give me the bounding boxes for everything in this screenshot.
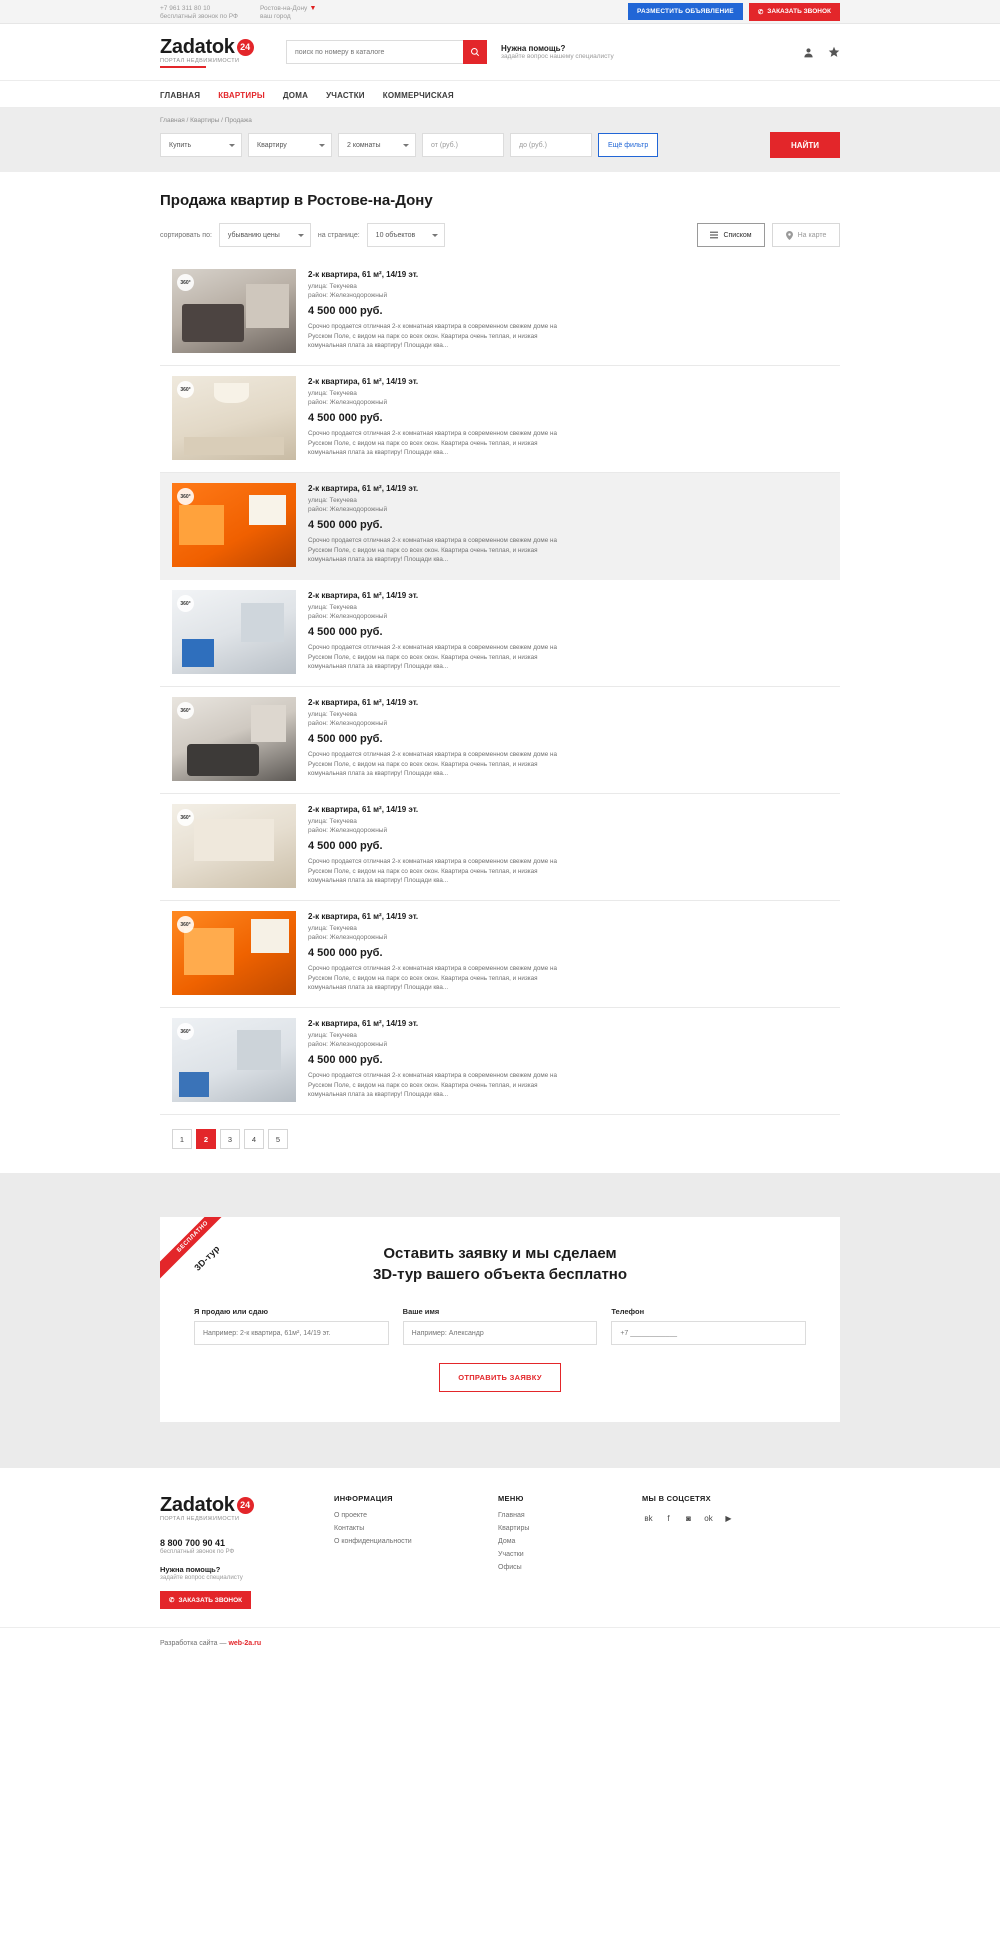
site-header xyxy=(0,24,1000,80)
phone-icon: ✆ xyxy=(169,1597,175,1604)
footer-logo-badge: 24 xyxy=(237,1497,254,1514)
cta-title-line2: 3D-тур вашего объекта бесплатно xyxy=(372,1266,628,1283)
breadcrumb[interactable]: Главная / Квартиры / Продажа xyxy=(160,117,252,124)
listing-card-street: улица: Текучева xyxy=(308,604,357,611)
pagination-page-2[interactable]: 2 xyxy=(196,1129,216,1149)
listing-card[interactable] xyxy=(160,580,840,687)
footer-menu-heading: МЕНЮ xyxy=(498,1494,524,1503)
topbar-phone[interactable] xyxy=(160,3,238,20)
cta-band xyxy=(0,1173,1000,1468)
listing-card-body xyxy=(308,804,828,888)
view-toggle xyxy=(697,223,840,247)
listing-card-body xyxy=(308,483,828,567)
listing-card-title[interactable]: 2-к квартира, 61 м², 14/19 эт. xyxy=(308,698,419,707)
listing-card-street: улица: Текучева xyxy=(308,283,357,290)
listing-card[interactable] xyxy=(160,259,840,366)
footer-info-link-0[interactable]: О проекте xyxy=(334,1512,368,1519)
listing-card-title[interactable]: 2-к квартира, 61 м², 14/19 эт. xyxy=(308,484,419,493)
listing-card-district: район: Железнодорожный xyxy=(308,720,388,728)
footer-menu-links xyxy=(498,1512,618,1571)
sort-label: сортировать по: xyxy=(160,231,212,239)
listing-card-price: 4 500 000 руб. xyxy=(308,839,383,852)
user-icon[interactable] xyxy=(803,47,814,58)
listing-card-description: Срочно продается отличная 2-х комнатная квартира в современном свежем доме на Русском Поле, с видом на парк со всех окон. Квартира очень теплая, и низкая комунальная плата за квартиру! Площади ква... xyxy=(308,322,557,350)
listing-card-photo[interactable] xyxy=(172,697,296,781)
filter-rooms-select[interactable]: 2 комнаты xyxy=(338,133,416,157)
cta-submit-button[interactable]: ОТПРАВИТЬ ЗАЯВКУ xyxy=(439,1363,561,1392)
listing-card[interactable] xyxy=(160,1008,840,1115)
cta-field-phone-label: Телефон xyxy=(611,1307,645,1316)
footer-info-column xyxy=(334,1494,474,1609)
listing-card-district: район: Железнодорожный xyxy=(308,613,388,621)
site-footer xyxy=(0,1468,1000,1657)
pagination xyxy=(160,1115,840,1173)
listing-card-body xyxy=(308,697,828,781)
footer-info-link-2[interactable]: О конфиденциальности xyxy=(334,1538,412,1545)
cta-ribbon-3dtour: 3D-тур xyxy=(192,1243,222,1273)
listing-card-street: улица: Текучева xyxy=(308,1032,357,1039)
filter-type-select[interactable]: Квартиру xyxy=(248,133,332,157)
listing-card-body xyxy=(308,1018,828,1102)
listing-card-body xyxy=(308,269,828,353)
vk-icon[interactable]: вk xyxy=(644,1514,653,1523)
listing-card-photo[interactable] xyxy=(172,911,296,995)
nav-item-4[interactable]: КОММЕРЧИСКАЯ xyxy=(382,90,454,100)
cta-field-phone xyxy=(611,1307,806,1345)
more-filters-button[interactable]: Ещё фильтр xyxy=(598,133,658,157)
sort-row xyxy=(160,223,840,247)
view-list-label: Списком xyxy=(723,231,752,239)
cta-phone-input[interactable] xyxy=(611,1321,806,1345)
listing-card-street: улица: Текучева xyxy=(308,497,357,504)
search-input[interactable] xyxy=(286,40,463,64)
logo-subtitle: ПОРТАЛ НЕДВИЖИМОСТИ xyxy=(160,58,240,64)
per-page-label: на странице: xyxy=(317,231,360,239)
listing-card[interactable] xyxy=(160,473,840,580)
listing-card[interactable] xyxy=(160,794,840,901)
listing-card-title[interactable]: 2-к квартира, 61 м², 14/19 эт. xyxy=(308,377,419,386)
listing-card-price: 4 500 000 руб. xyxy=(308,1053,383,1066)
listing-card-price: 4 500 000 руб. xyxy=(308,304,383,317)
search-button[interactable] xyxy=(463,40,487,64)
listing-card-photo[interactable] xyxy=(172,376,296,460)
listing-card-photo[interactable] xyxy=(172,804,296,888)
search-icon xyxy=(470,47,480,57)
view-list-button[interactable] xyxy=(697,223,765,247)
tour-360-icon[interactable]: 360° xyxy=(177,916,194,933)
cta-fields xyxy=(194,1307,806,1345)
listing-card-street: улица: Текучева xyxy=(308,818,357,825)
listing-card-description: Срочно продается отличная 2-х комнатная квартира в современном свежем доме на Русском Поле, с видом на парк со всех окон. Квартира очень теплая, и низкая комунальная плата за квартиру! Площади ква... xyxy=(308,964,557,992)
listing-card-street: улица: Текучева xyxy=(308,711,357,718)
listing-card-district: район: Железнодорожный xyxy=(308,827,388,835)
view-map-button[interactable] xyxy=(772,223,840,247)
list-icon xyxy=(710,231,718,239)
footer-phone-note: бесплатный звонок по РФ xyxy=(160,1548,235,1555)
nav-item-3[interactable]: УЧАСТКИ xyxy=(326,90,365,100)
listing-card-description: Срочно продается отличная 2-х комнатная квартира в современном свежем доме на Русском Поле, с видом на парк со всех окон. Квартира очень теплая, и низкая комунальная плата за квартиру! Площади ква... xyxy=(308,643,557,671)
filter-price-from-input[interactable]: от (руб.) xyxy=(422,133,504,157)
listing-card-district: район: Железнодорожный xyxy=(308,292,388,300)
footer-social-icons xyxy=(642,1512,735,1525)
listing-card-photo[interactable] xyxy=(172,269,296,353)
facebook-icon[interactable]: f xyxy=(667,1514,670,1523)
listing-card-photo[interactable] xyxy=(172,483,296,567)
filter-price-to-input[interactable]: до (руб.) xyxy=(510,133,592,157)
logo-underline xyxy=(160,66,206,68)
cta-field-name xyxy=(403,1307,598,1345)
footer-social-column xyxy=(642,1494,735,1609)
tour-360-icon[interactable]: 360° xyxy=(177,809,194,826)
page-title: Продажа квартир в Ростове-на-Дону xyxy=(160,192,433,209)
odnoklassniki-icon[interactable]: ok xyxy=(704,1514,713,1523)
listing-card-price: 4 500 000 руб. xyxy=(308,518,383,531)
pagination-page-5[interactable]: 5 xyxy=(268,1129,288,1149)
footer-menu-link-4[interactable]: Офисы xyxy=(498,1564,522,1571)
listing-card-district: район: Железнодорожный xyxy=(308,1041,388,1049)
header-icons xyxy=(803,46,840,58)
listing-card-title[interactable]: 2-к квартира, 61 м², 14/19 эт. xyxy=(308,1019,419,1028)
topbar-phone-note: бесплатный звонок по РФ xyxy=(160,12,238,20)
listing-card-description: Срочно продается отличная 2-х комнатная квартира в современном свежем доме на Русском Поле, с видом на парк со всех окон. Квартира очень теплая, и низкая комунальная плата за квартиру! Площади ква... xyxy=(308,429,557,457)
footer-menu-link-1[interactable]: Квартиры xyxy=(498,1525,530,1532)
pagination-page-3[interactable]: 3 xyxy=(220,1129,240,1149)
listing-card[interactable] xyxy=(160,901,840,1008)
cta-field-object xyxy=(194,1307,389,1345)
top-bar xyxy=(0,0,1000,24)
listing-card-description: Срочно продается отличная 2-х комнатная квартира в современном свежем доме на Русском Поле, с видом на парк со всех окон. Квартира очень теплая, и низкая комунальная плата за квартиру! Площади ква... xyxy=(308,536,557,564)
footer-order-call-button[interactable] xyxy=(160,1591,251,1609)
nav-item-0[interactable]: ГЛАВНАЯ xyxy=(160,90,201,100)
cta-field-object-label: Я продаю или сдаю xyxy=(194,1307,269,1316)
cta-field-name-label: Ваше имя xyxy=(402,1307,440,1316)
listing-card-street: улица: Текучева xyxy=(308,390,357,397)
listing-section xyxy=(0,192,1000,1173)
topbar-phone-number[interactable]: +7 961 311 80 10 xyxy=(160,5,211,13)
tour-360-icon[interactable]: 360° xyxy=(177,1023,194,1040)
listing-card-street: улица: Текучева xyxy=(308,925,357,932)
listing-card[interactable] xyxy=(160,366,840,473)
tour-360-icon[interactable]: 360° xyxy=(177,274,194,291)
map-pin-icon xyxy=(786,231,793,240)
pagination-page-1[interactable]: 1 xyxy=(172,1129,192,1149)
footer-help-sub: задайте вопрос специалисту xyxy=(160,1574,243,1581)
logo[interactable] xyxy=(160,36,278,68)
nav-item-1[interactable]: КВАРТИРЫ xyxy=(218,90,265,100)
listing-card[interactable] xyxy=(160,687,840,794)
listing-card-description: Срочно продается отличная 2-х комнатная квартира в современном свежем доме на Русском Поле, с видом на парк со всех окон. Квартира очень теплая, и низкая комунальная плата за квартиру! Площади ква... xyxy=(308,750,557,778)
cta-title xyxy=(194,1243,806,1285)
tour-360-icon[interactable]: 360° xyxy=(177,381,194,398)
listing-cards xyxy=(160,259,840,1115)
sort-select[interactable]: убыванию цены xyxy=(219,223,311,247)
footer-copyright-bar xyxy=(0,1627,1000,1647)
footer-menu-link-0[interactable]: Главная xyxy=(498,1512,525,1519)
order-call-label: ЗАКАЗАТЬ ЗВОНОК xyxy=(767,8,831,15)
filter-row xyxy=(160,132,840,158)
find-button[interactable]: НАЙТИ xyxy=(770,132,840,158)
listing-card-price: 4 500 000 руб. xyxy=(308,732,383,745)
tour-360-icon[interactable]: 360° xyxy=(177,702,194,719)
listing-card-body xyxy=(308,376,828,460)
listing-card-photo[interactable] xyxy=(172,590,296,674)
listing-card-body xyxy=(308,590,828,674)
listing-card-district: район: Железнодорожный xyxy=(308,399,388,407)
footer-order-call-label: ЗАКАЗАТЬ ЗВОНОК xyxy=(178,1596,243,1604)
footer-help-title: Нужна помощь? xyxy=(160,1565,221,1574)
topbar-city-selector[interactable] xyxy=(260,3,317,21)
header-help-title: Нужна помощь? xyxy=(501,44,566,53)
main-nav xyxy=(0,80,1000,108)
footer-info-heading: ИНФОРМАЦИЯ xyxy=(334,1494,393,1503)
cta-card xyxy=(160,1217,840,1422)
listing-card-title[interactable]: 2-к квартира, 61 м², 14/19 эт. xyxy=(308,912,419,921)
developer-link[interactable]: web-2a.ru xyxy=(228,1640,262,1647)
listing-card-title[interactable]: 2-к квартира, 61 м², 14/19 эт. xyxy=(308,591,419,600)
instagram-icon[interactable]: ◙ xyxy=(686,1514,691,1523)
footer-menu-link-2[interactable]: Дома xyxy=(498,1538,516,1545)
star-icon[interactable] xyxy=(828,46,840,58)
nav-item-2[interactable]: ДОМА xyxy=(282,90,309,100)
topbar-city-name[interactable]: Ростов-на-Дону xyxy=(259,4,308,12)
footer-info-links xyxy=(334,1512,474,1545)
footer-menu-column xyxy=(498,1494,618,1609)
topbar-city-note: ваш город xyxy=(259,12,291,20)
cta-object-input[interactable] xyxy=(194,1321,389,1345)
listing-card-price: 4 500 000 руб. xyxy=(308,625,383,638)
footer-social-heading: МЫ В СОЦСЕТЯХ xyxy=(642,1494,711,1503)
tour-360-icon[interactable]: 360° xyxy=(177,488,194,505)
filter-band xyxy=(0,108,1000,172)
cta-ribbon-free: БЕСПЛАТНО xyxy=(160,1217,242,1286)
listing-card-photo[interactable] xyxy=(172,1018,296,1102)
copyright-prefix: Разработка сайта — xyxy=(160,1640,229,1647)
search-box[interactable] xyxy=(286,40,487,64)
header-help[interactable] xyxy=(501,44,614,60)
listing-card-district: район: Железнодорожный xyxy=(308,934,388,942)
tour-360-icon[interactable]: 360° xyxy=(177,595,194,612)
listing-card-price: 4 500 000 руб. xyxy=(308,411,383,424)
footer-info-link-1[interactable]: Контакты xyxy=(334,1525,365,1532)
listing-card-price: 4 500 000 руб. xyxy=(308,946,383,959)
view-map-label: На карте xyxy=(797,231,827,239)
phone-icon: ✆ xyxy=(757,8,764,16)
logo-text: Zadatok xyxy=(160,36,235,58)
filter-deal-select[interactable]: Купить xyxy=(160,133,242,157)
listing-card-title[interactable]: 2-к квартира, 61 м², 14/19 эт. xyxy=(308,805,419,814)
listing-card-description: Срочно продается отличная 2-х комнатная квартира в современном свежем доме на Русском Поле, с видом на парк со всех окон. Квартира очень теплая, и низкая комунальная плата за квартиру! Площади ква... xyxy=(308,1071,557,1099)
per-page-select[interactable]: 10 объектов xyxy=(367,223,445,247)
listing-card-description: Срочно продается отличная 2-х комнатная квартира в современном свежем доме на Русском Поле, с видом на парк со всех окон. Квартира очень теплая, и низкая комунальная плата за квартиру! Площади ква... xyxy=(308,857,557,885)
chevron-down-icon[interactable]: ▼ xyxy=(309,4,317,12)
footer-logo-text: Zadatok xyxy=(160,1494,235,1516)
logo-badge: 24 xyxy=(237,39,254,56)
footer-brand xyxy=(160,1494,310,1609)
cta-title-line1: Оставить заявку и мы сделаем xyxy=(383,1245,617,1262)
footer-phone[interactable]: 8 800 700 90 41 xyxy=(160,1538,226,1548)
listing-card-title[interactable]: 2-к квартира, 61 м², 14/19 эт. xyxy=(308,270,419,279)
header-help-sub: задайте вопрос нашему специалисту xyxy=(501,53,614,60)
listing-card-district: район: Железнодорожный xyxy=(308,506,388,514)
place-ad-button[interactable]: РАЗМЕСТИТЬ ОБЪЯВЛЕНИЕ xyxy=(628,3,743,20)
youtube-icon[interactable]: ▶ xyxy=(725,1514,732,1523)
footer-menu-link-3[interactable]: Участки xyxy=(498,1551,524,1558)
footer-logo-subtitle: ПОРТАЛ НЕДВИЖИМОСТИ xyxy=(160,1516,240,1522)
pagination-page-4[interactable]: 4 xyxy=(244,1129,264,1149)
listing-card-body xyxy=(308,911,828,995)
order-call-button[interactable] xyxy=(749,3,840,21)
cta-name-input[interactable] xyxy=(403,1321,598,1345)
